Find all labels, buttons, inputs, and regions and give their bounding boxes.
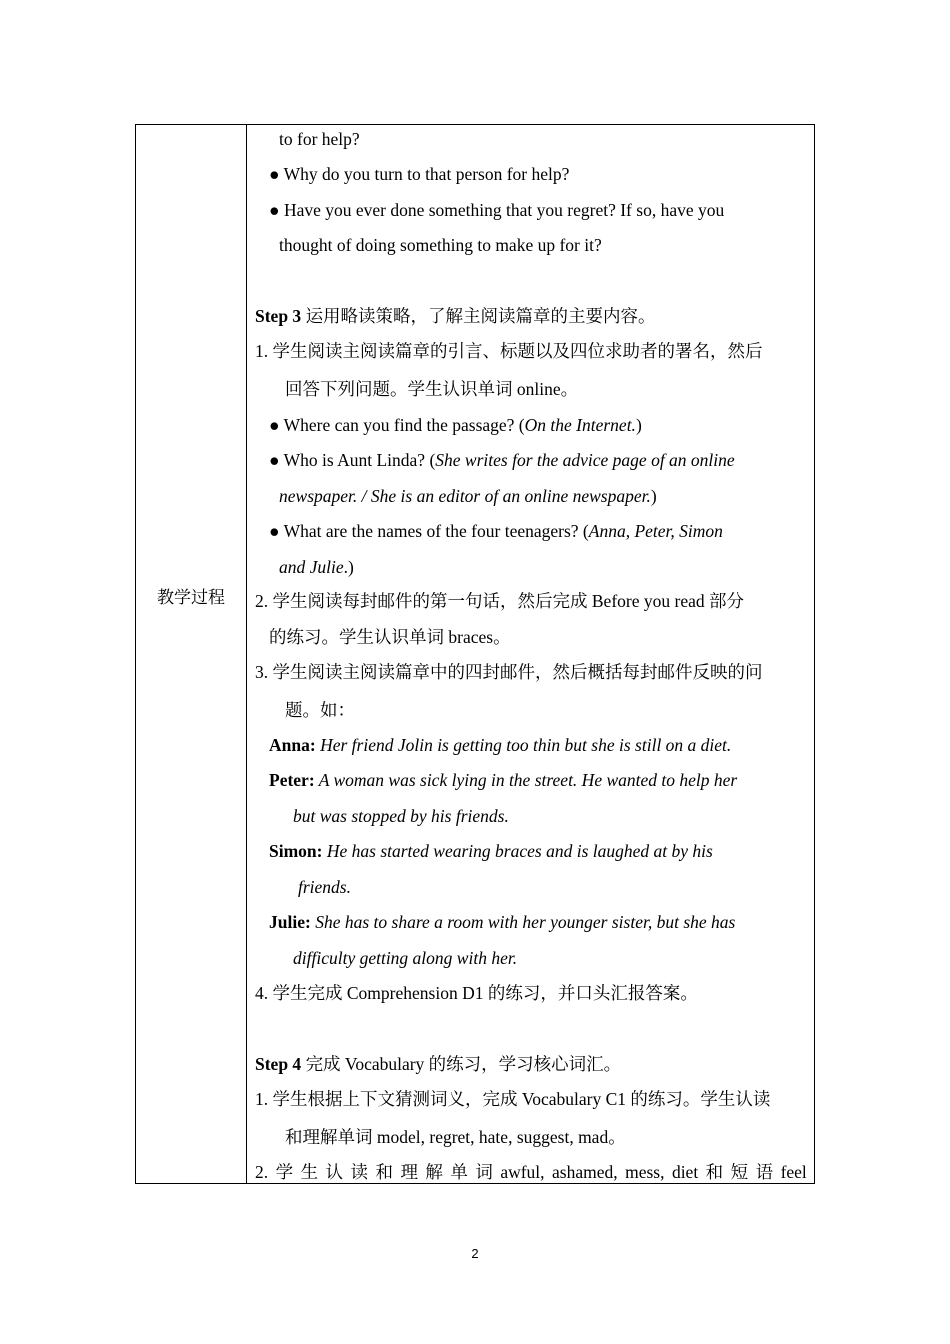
punctuation: .) — [343, 557, 354, 577]
word: mess, — [625, 1162, 665, 1182]
step-3-heading — [255, 304, 656, 328]
answer-text: and Julie — [279, 557, 344, 577]
summary-text: A woman was sick lying in the street. He wanted to help her — [314, 770, 738, 790]
summary-julie — [269, 910, 735, 934]
content-cell — [247, 125, 814, 1183]
answer-text: newspaper. / She is an editor of an online newspaper. — [279, 486, 651, 506]
word: 和 — [705, 1162, 724, 1182]
summary-peter — [269, 768, 737, 792]
word: 理 — [400, 1162, 418, 1182]
summary-text: He has started wearing braces and is laughed at by his — [322, 841, 713, 861]
summary-text: but was stopped by his friends. — [293, 806, 509, 826]
answer-text: She writes for the advice page of an online — [435, 450, 735, 470]
step-description: 完成 Vocabulary 的练习，学习核心词汇。 — [301, 1054, 622, 1074]
bullet-question: ● Have you ever done something that you regret? If so, have you — [269, 200, 725, 220]
numbered-item: 1. 学生根据上下文猜测词义，完成 Vocabulary C1 的练习。学生认读 — [255, 1089, 771, 1109]
step-4-heading — [255, 1052, 621, 1076]
numbered-item-justified — [255, 1160, 807, 1183]
word: 单 — [450, 1162, 468, 1182]
summary-text: friends. — [298, 877, 351, 897]
word: 解 — [425, 1162, 443, 1182]
word: 和 — [375, 1162, 393, 1182]
summary-anna — [269, 733, 731, 757]
word: diet — [671, 1162, 699, 1182]
question-text: ● Who is Aunt Linda? ( — [269, 450, 436, 470]
step-label: Step 3 — [255, 306, 302, 326]
text-line: 的练习。学生认识单词 braces。 — [269, 627, 511, 647]
bullet-question — [269, 448, 735, 472]
question-text: ● What are the names of the four teenagers? ( — [269, 521, 589, 541]
word: feel — [780, 1162, 807, 1182]
word: 学 — [275, 1162, 294, 1182]
summary-simon — [269, 839, 713, 863]
word: 词 — [475, 1162, 493, 1182]
lesson-table — [135, 124, 815, 1184]
answer-text: Anna, Peter, Simon — [588, 521, 723, 541]
word: 读 — [350, 1162, 368, 1182]
person-name: Julie: — [269, 912, 311, 932]
question-text: ● Where can you find the passage? ( — [269, 415, 525, 435]
punctuation: ) — [635, 415, 642, 435]
answer-text: On the Internet. — [524, 415, 636, 435]
summary-text: Her friend Jolin is getting too thin but she is still on a diet. — [315, 735, 732, 755]
person-name: Simon: — [269, 841, 323, 861]
person-name: Anna: — [269, 735, 316, 755]
numbered-item: 4. 学生完成 Comprehension D1 的练习，并口头汇报答案。 — [255, 983, 698, 1003]
word: ashamed, — [552, 1162, 618, 1182]
text-line: 和理解单词 model, regret, hate, suggest, mad。 — [285, 1127, 626, 1147]
bullet-question: ● Why do you turn to that person for help? — [269, 164, 570, 184]
word: 生 — [300, 1162, 319, 1182]
page-number: 2 — [471, 1246, 479, 1261]
numbered-item: 2. 学生阅读每封邮件的第一句话，然后完成 Before you read 部分 — [255, 591, 744, 611]
text-line — [279, 555, 354, 579]
summary-text: She has to share a room with her younger sister, but she has — [310, 912, 736, 932]
text-line: 题。如： — [285, 700, 355, 720]
numbered-item: 1. 学生阅读主阅读篇章的引言、标题以及四位求助者的署名，然后 — [255, 341, 763, 361]
summary-text: difficulty getting along with her. — [293, 948, 518, 968]
word: 2. — [255, 1162, 269, 1182]
text-line: to for help? — [279, 129, 360, 149]
person-name: Peter: — [269, 770, 315, 790]
word: awful, — [500, 1162, 545, 1182]
word: 短 — [730, 1162, 749, 1182]
punctuation: ) — [650, 486, 657, 506]
step-label: Step 4 — [255, 1054, 302, 1074]
bullet-question — [269, 413, 642, 437]
numbered-item: 3. 学生阅读主阅读篇章中的四封邮件，然后概括每封邮件反映的问 — [255, 662, 763, 682]
row-label: 教学过程 — [157, 588, 225, 607]
text-line: 回答下列问题。学生认识单词 online。 — [285, 379, 579, 399]
text-line — [279, 484, 657, 508]
word: 语 — [755, 1162, 774, 1182]
row-label-cell — [136, 125, 247, 1183]
step-description: 运用略读策略，了解主阅读篇章的主要内容。 — [301, 306, 656, 326]
bullet-question — [269, 519, 723, 543]
word: 认 — [325, 1162, 344, 1182]
text-line: thought of doing something to make up for it? — [279, 235, 602, 255]
